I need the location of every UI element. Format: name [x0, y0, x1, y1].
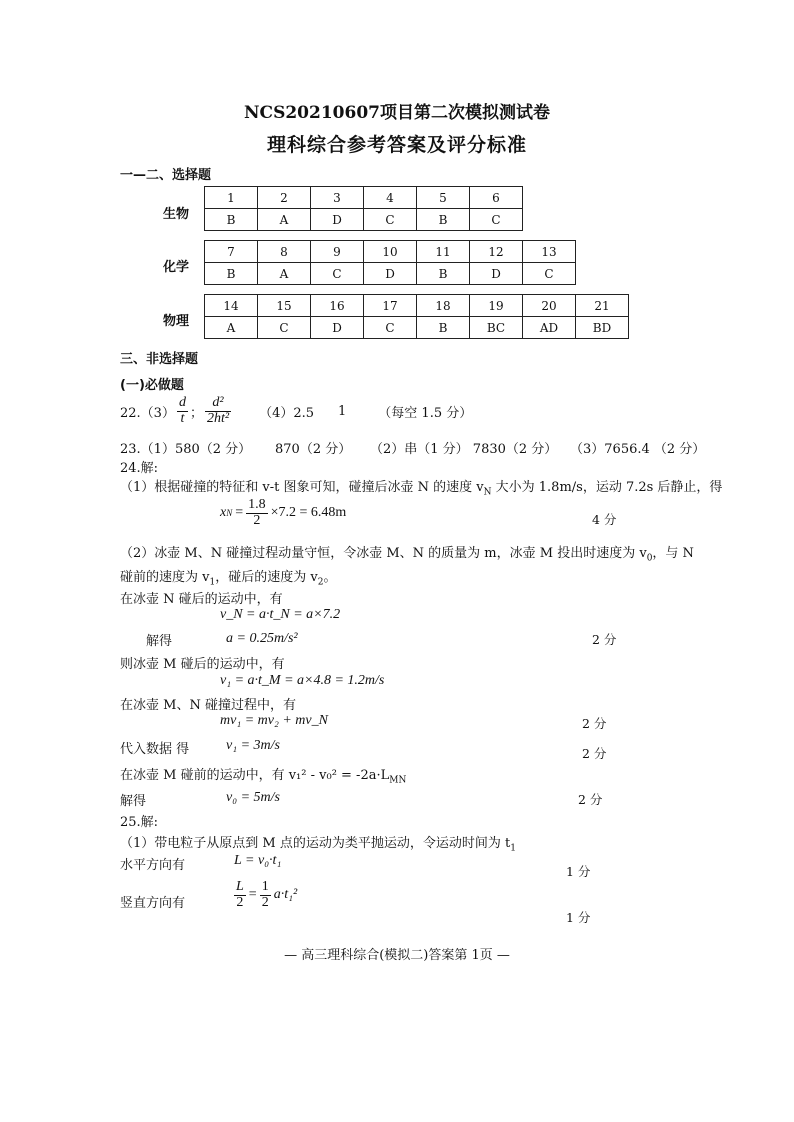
q24-para1-tail: 大小为 1.8m/s，运动 7.2s 后静止，得	[491, 480, 723, 495]
question-number-cell: 19	[470, 295, 523, 317]
q25-horizontal-label: 水平方向有	[120, 858, 186, 873]
q25-equation-2	[234, 880, 297, 910]
q22-part4: （4）2.5	[259, 405, 315, 421]
question-number-cell: 16	[311, 295, 364, 317]
q25-eq2-num2: 1	[261, 879, 269, 894]
answer-cell: C	[364, 209, 417, 231]
q24-para2a	[120, 542, 694, 564]
q24-solve-label: 解得	[146, 634, 173, 649]
chemistry-label: 化学	[163, 260, 190, 275]
section-heading-choice: 一—二、选择题	[120, 168, 212, 183]
q23-part1: 23.（1）580（2 分）	[120, 442, 252, 457]
q22-prefix: 22.（3）	[120, 405, 175, 421]
q24-eq1-lhs-sub: N	[226, 508, 233, 519]
answer-cell: C	[364, 317, 417, 339]
q25-score-2: 1 分	[566, 910, 591, 925]
q24-equation-4: v₁ = a·t_M = a×4.8 = 1.2m/s	[220, 673, 385, 688]
question-number-cell: 14	[205, 295, 258, 317]
q24-para1-sub: N	[483, 487, 492, 498]
q25-equation-1: L = v₀·t₁	[234, 853, 282, 868]
q24-para2a-sub: 0	[646, 553, 653, 564]
q22-f2-den: 2ht²	[206, 410, 230, 426]
q25-eq2-num: L	[236, 879, 244, 894]
q25-eq2-den2: 2	[261, 894, 269, 910]
q24-substitute-label: 代入数据 得	[120, 742, 190, 757]
q24-solve-label-2: 解得	[120, 794, 147, 809]
question-number-cell: 10	[364, 241, 417, 263]
question-number-cell: 7	[205, 241, 258, 263]
answer-cell: A	[258, 263, 311, 285]
answer-cell: C	[470, 209, 523, 231]
q25-eq2-equals: =	[248, 887, 257, 903]
q24-equation-3: a = 0.25m/s²	[226, 631, 298, 646]
q24-equation-2: v_N = a·t_N = a×7.2	[220, 607, 341, 622]
answer-cell: A	[205, 317, 258, 339]
answer-cell: C	[311, 263, 364, 285]
answer-cell: B	[417, 317, 470, 339]
question-number-cell: 17	[364, 295, 417, 317]
q22-f1-den: t	[180, 410, 185, 426]
q24-para2a-tail: ，与 N	[652, 546, 694, 561]
question-number-cell: 9	[311, 241, 364, 263]
q23-part3: （2）串（1 分） 7830（2 分）	[370, 442, 558, 457]
q24-para2b-text: 碰前的速度为 v	[120, 570, 210, 585]
q24-line-before	[120, 764, 406, 786]
answer-cell: BD	[576, 317, 629, 339]
q25-para1	[120, 832, 516, 854]
chemistry-answer-table	[204, 240, 576, 285]
answer-cell: B	[417, 263, 470, 285]
q22-f1-num: d	[178, 395, 186, 410]
q24-para2b-tail: 。	[323, 570, 337, 585]
question-number-cell: 2	[258, 187, 311, 209]
question-number-cell: 15	[258, 295, 311, 317]
answer-cell: D	[311, 317, 364, 339]
answer-cell: D	[364, 263, 417, 285]
question-number-cell: 3	[311, 187, 364, 209]
q24-para2a-text: （2）冰壶 M、N 碰撞过程动量守恒，令冰壶 M、N 的质量为 m，冰壶 M 投出时速度为 v	[120, 546, 647, 561]
q24-eq1-fraction	[246, 498, 268, 528]
q25-para1-sub: 1	[510, 843, 516, 854]
q24-eq1-num: 1.8	[248, 497, 266, 512]
q23-part2: 870（2 分）	[275, 442, 352, 457]
q22-value: 1	[338, 403, 347, 419]
q24-line-collision: 在冰壶 M、N 碰撞过程中，有	[120, 698, 296, 713]
q24-equation-1: x N = $\frac{1.8}{2}$ ×7.2 = 6.48m	[220, 497, 347, 528]
q25-label: 25.解:	[120, 815, 159, 830]
question-number-cell: 13	[523, 241, 576, 263]
q22-note: （每空 1.5 分）	[378, 405, 473, 421]
section-heading-nonchoice: 三、非选择题	[120, 352, 199, 367]
q25-score-1: 1 分	[566, 864, 591, 879]
question-number-cell: 5	[417, 187, 470, 209]
question-number-cell: 11	[417, 241, 470, 263]
question-number-cell: 20	[523, 295, 576, 317]
q24-score-5: 2 分	[578, 792, 603, 807]
subsection-required: (一)必做题	[120, 378, 184, 393]
q24-para1	[120, 476, 722, 498]
answer-cell: B	[205, 209, 258, 231]
answer-cell: C	[523, 263, 576, 285]
q24-score-4: 2 分	[582, 746, 607, 761]
answer-cell: AD	[523, 317, 576, 339]
q25-eq2-fraction-2	[260, 880, 271, 910]
q24-equation-7: v₀ = 5m/s	[226, 790, 280, 805]
q24-score-1: 4 分	[592, 512, 617, 527]
q24-equation-5: mv₁ = mv₂ + mv_N	[220, 713, 328, 728]
q24-eq1-den: 2	[253, 512, 261, 528]
q24-para2b-sub2: 2	[317, 577, 324, 588]
q24-equation-6: v₁ = 3m/s	[226, 738, 280, 753]
question-number-cell: 6	[470, 187, 523, 209]
biology-answer-table	[204, 186, 523, 231]
answer-cell: B	[205, 263, 258, 285]
q22-fraction-1	[177, 396, 188, 426]
q24-line-before-sub: MN	[389, 775, 407, 786]
answer-cell: BC	[470, 317, 523, 339]
answer-cell: C	[258, 317, 311, 339]
q24-eq1-rhs: ×7.2 = 6.48m	[270, 505, 347, 521]
q24-eq1-lhs: x	[220, 505, 227, 521]
answer-cell: D	[470, 263, 523, 285]
page-footer: — 高三理科综合(模拟二)答案第 1页 —	[284, 948, 510, 963]
q24-para2b	[120, 566, 336, 588]
answer-cell: B	[417, 209, 470, 231]
q25-eq2-den: 2	[236, 894, 244, 910]
q25-vertical-label: 竖直方向有	[120, 896, 186, 911]
q24-line-before-text: 在冰壶 M 碰前的运动中，有 v₁² - v₀² = -2a·L	[120, 768, 390, 783]
q24-para1-text: （1）根据碰撞的特征和 v-t 图象可知，碰撞后冰壶 N 的速度 v	[120, 480, 484, 495]
question-number-cell: 21	[576, 295, 629, 317]
physics-label: 物理	[163, 314, 190, 329]
q24-para2b-sub1: 1	[209, 577, 216, 588]
biology-label: 生物	[163, 207, 190, 222]
question-number-cell: 18	[417, 295, 470, 317]
q25-para1-text: （1）带电粒子从原点到 M 点的运动为类平抛运动，令运动时间为 t	[120, 836, 511, 851]
q22-answer	[120, 396, 472, 426]
q24-score-2: 2 分	[592, 632, 617, 647]
question-number-cell: 4	[364, 187, 417, 209]
q24-line-m: 则冰壶 M 碰后的运动中，有	[120, 657, 285, 672]
q22-f2-num: d²	[205, 396, 231, 412]
answer-cell: D	[311, 209, 364, 231]
question-number-cell: 12	[470, 241, 523, 263]
q22-sep: ；	[189, 405, 203, 421]
q24-score-3: 2 分	[582, 716, 607, 731]
answer-cell: A	[258, 209, 311, 231]
page-subtitle: 理科综合参考答案及评分标准	[266, 134, 527, 156]
question-number-cell: 8	[258, 241, 311, 263]
q25-eq2-fraction-1	[234, 880, 246, 910]
q25-eq2-tail: a·t₁²	[273, 887, 298, 903]
q24-para2b-mid: ，碰后的速度为 v	[215, 570, 318, 585]
q24-label: 24.解:	[120, 461, 159, 476]
q22-fraction-2	[205, 396, 231, 426]
q24-line-n: 在冰壶 N 碰后的运动中，有	[120, 592, 283, 607]
question-number-cell: 1	[205, 187, 258, 209]
q23-part4: （3）7656.4 （2 分）	[570, 442, 706, 457]
page-title: NCS20210607项目第二次模拟测试卷	[244, 103, 550, 123]
physics-answer-table	[204, 294, 629, 339]
